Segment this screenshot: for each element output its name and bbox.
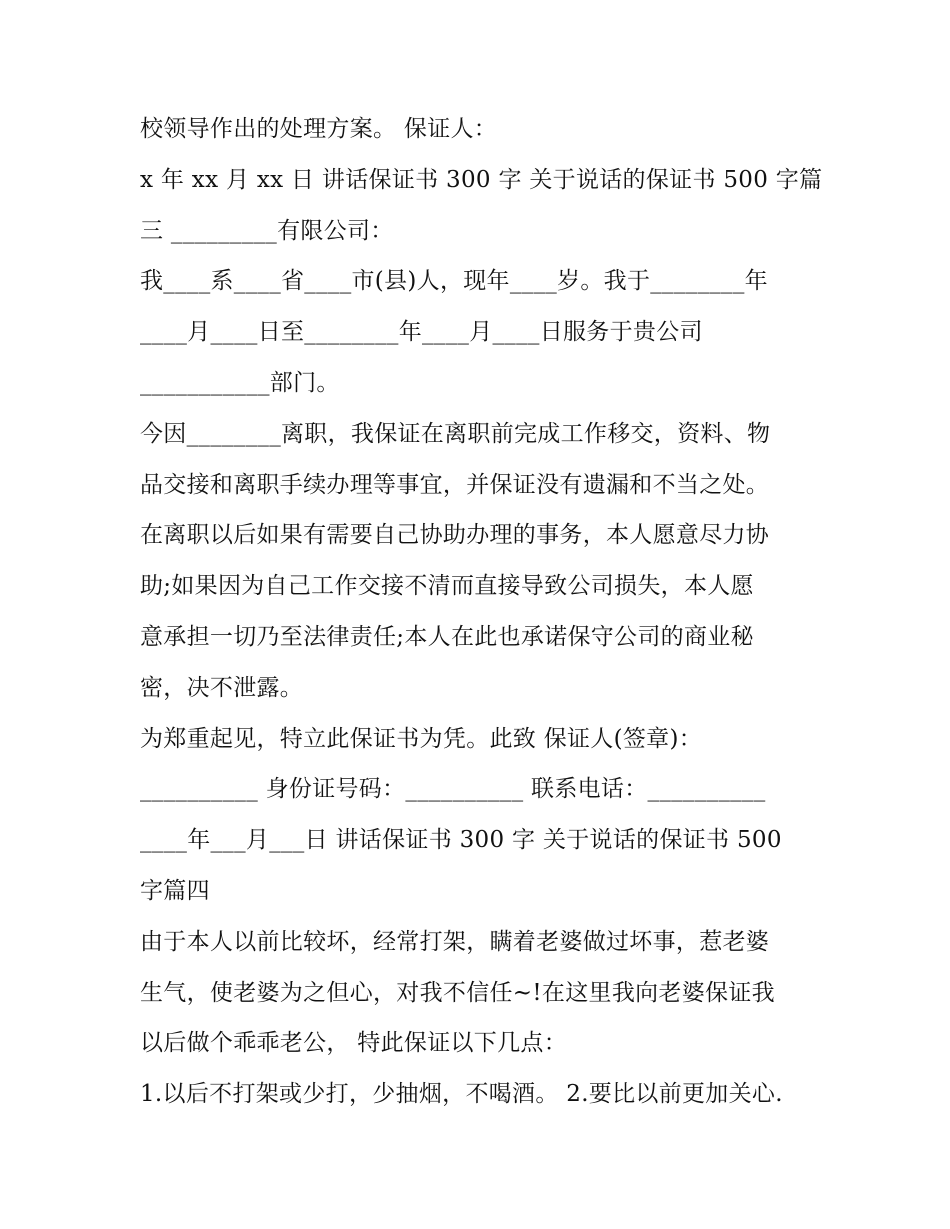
text-line: ____月____日至________年____月____日服务于贵公司	[140, 319, 703, 346]
text-line: 助;如果因为自己工作交接不清而直接导致公司损失，本人愿	[140, 573, 754, 600]
text-line: 意承担一切乃至法律责任;本人在此也承诺保守公司的商业秘	[140, 623, 754, 650]
text-line: 由于本人以前比较坏，经常打架，瞒着老婆做过坏事，惹老婆	[140, 928, 770, 955]
text-line: 字篇四	[140, 877, 210, 904]
document-body	[140, 104, 823, 1120]
text-line: ___________部门。	[140, 369, 340, 396]
text-line: 生气，使老婆为之但心，对我不信任~!在这里我向老婆保证我	[140, 979, 775, 1006]
text-line: 在离职以后如果有需要自己协助办理的事务，本人愿意尽力协	[140, 522, 770, 549]
text-line: x 年 xx 月 xx 日 讲话保证书 300 字 关于说话的保证书 500 字篇	[140, 166, 823, 193]
text-line: 为郑重起见，特立此保证书为凭。此致 保证人(签章)：	[140, 725, 703, 752]
text-line: 以后做个乖乖老公， 特此保证以下几点：	[140, 1030, 568, 1057]
text-line: 今因________离职，我保证在离职前完成工作移交，资料、物	[140, 420, 771, 447]
text-line: __________ 身份证号码：__________ 联系电话：__________	[140, 776, 766, 803]
text-line: ____年___月___日 讲话保证书 300 字 关于说话的保证书 500	[140, 827, 782, 854]
text-line: 校领导作出的处理方案。 保证人：	[140, 116, 498, 142]
text-line: 1.以后不打架或少打，少抽烟，不喝酒。 2.要比以前更加关心.	[140, 1081, 783, 1108]
text-line: 品交接和离职手续办理等事宜，并保证没有遗漏和不当之处。	[140, 471, 770, 498]
text-line: 密，决不泄露。	[140, 674, 304, 701]
text-line: 我____系____省____市(县)人，现年____岁。我于________年	[140, 268, 768, 295]
text-line: 三 _________有限公司：	[140, 217, 394, 244]
